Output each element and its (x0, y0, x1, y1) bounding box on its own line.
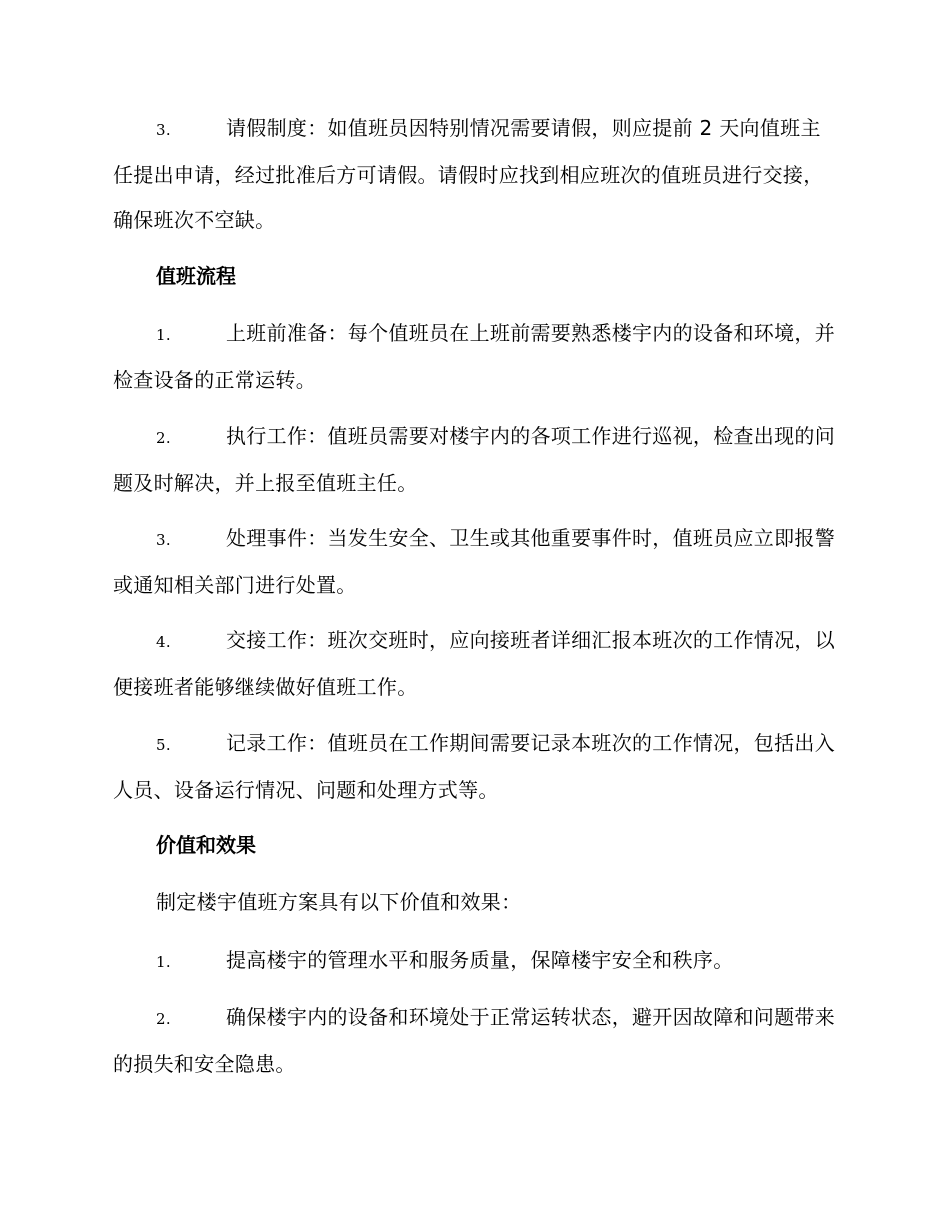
list-number: 2. (156, 1010, 171, 1028)
list-number: 1. (156, 326, 171, 344)
list-item-text: 处理事件：当发生安全、卫生或其他重要事件时，值班员应立即报警或通知相关部门进行处置。 (113, 526, 835, 597)
list-item-text: 执行工作：值班员需要对楼宇内的各项工作进行巡视，检查出现的问题及时解决，并上报至值班主任。 (113, 424, 835, 495)
list-item-text: 请假制度：如值班员因特别情况需要请假，则应提前 2 天向值班主任提出申请，经过批准后方可请假。请假时应找到相应班次的值班员进行交接，确保班次不空缺。 (113, 116, 824, 232)
list-item-text: 记录工作：值班员在工作期间需要记录本班次的工作情况，包括出入人员、设备运行情况、问题和处理方式等。 (113, 731, 835, 802)
list-item-text: 交接工作：班次交班时，应向接班者详细汇报本班次的工作情况，以便接班者能够继续做好值班工作。 (113, 628, 835, 699)
list-number: 3. (156, 531, 171, 549)
list-item-text: 提高楼宇的管理水平和服务质量，保障楼宇安全和秩序。 (226, 948, 734, 972)
list-item-text: 上班前准备：每个值班员在上班前需要熟悉楼宇内的设备和环境，并检查设备的正常运转。 (113, 321, 835, 392)
value-intro: 制定楼宇值班方案具有以下价值和效果： (156, 890, 522, 914)
process-item-5 (113, 721, 835, 813)
list-number: 1. (156, 953, 171, 971)
value-item-2 (113, 995, 835, 1087)
list-item-text: 确保楼宇内的设备和环境处于正常运转状态，避开因故障和问题带来的损失和安全隐患。 (113, 1005, 835, 1076)
list-number: 4. (156, 633, 171, 651)
process-item-1 (113, 311, 835, 403)
section-heading-process: 值班流程 (156, 264, 236, 288)
leave-policy-item (113, 106, 835, 243)
list-number: 3. (156, 121, 171, 139)
process-item-4 (113, 618, 835, 710)
list-number: 5. (156, 736, 171, 754)
value-item-1 (113, 938, 835, 985)
process-item-3 (113, 516, 835, 608)
list-number: 2. (156, 429, 171, 447)
process-item-2 (113, 414, 835, 506)
section-heading-value: 价值和效果 (156, 833, 256, 857)
